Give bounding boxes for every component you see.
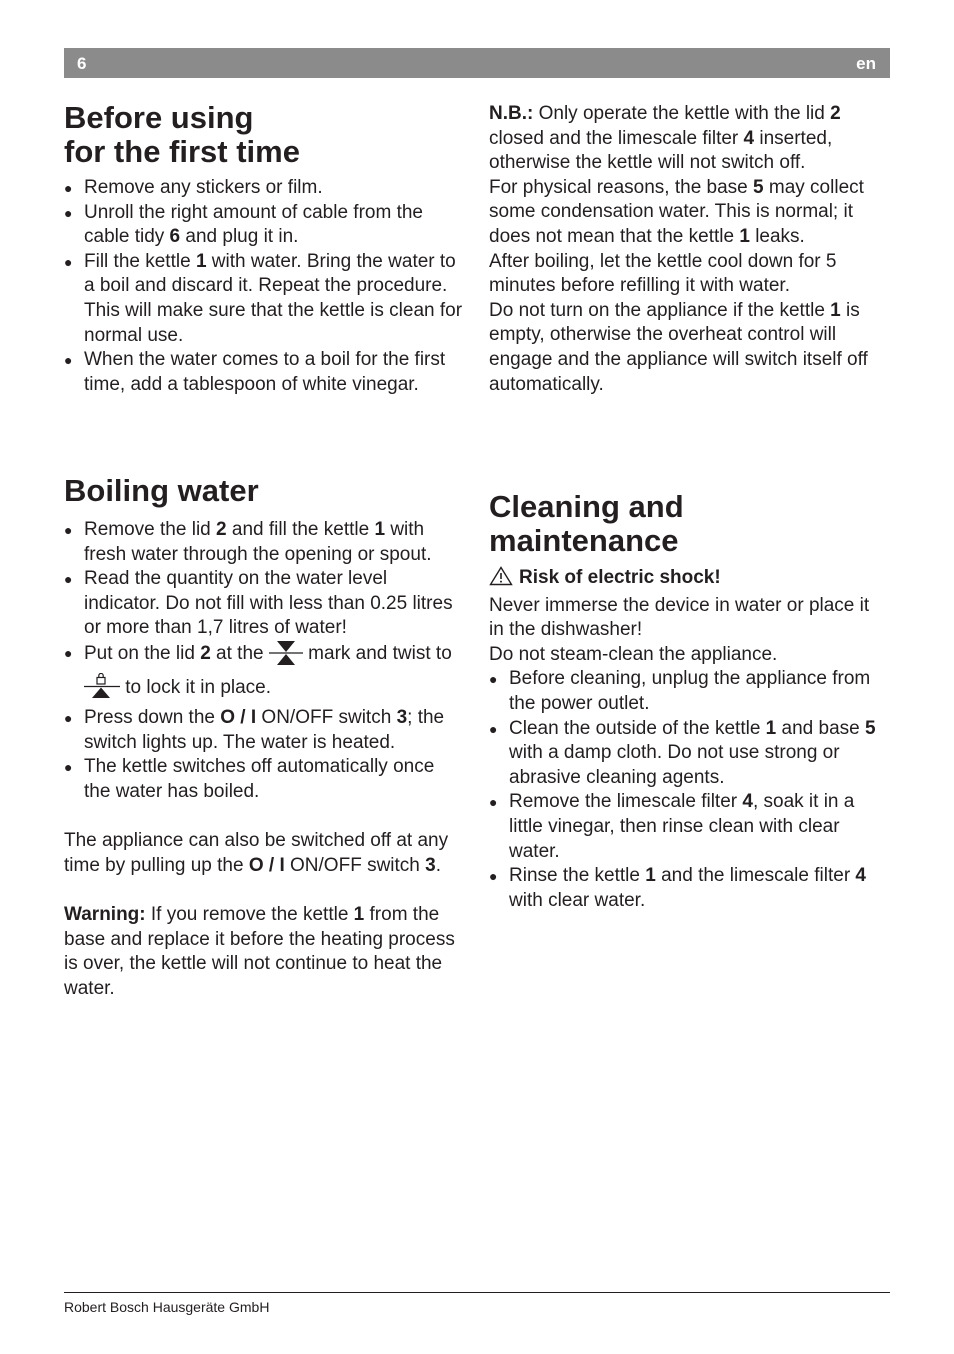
switch-off-paragraph: The appliance can also be switched off at any time by pulling up the O / I ON/OFF switch 3. [64,830,449,876]
lock-icon [84,673,120,707]
nb-paragraph: N.B.: Only operate the kettle with the lid 2 closed and the limescale filter 4 inserted, otherwise the kettle will not switch off. [489,103,841,174]
lid-alignment-mark-icon [269,641,303,673]
empty-kettle-paragraph: Do not turn on the appliance if the kettle 1 is empty, otherwise the overheat control will engage and the appliance will switch itself off automatically. [489,299,868,395]
list-item: ● Remove any stickers or film. [64,176,464,201]
list-item: ● The kettle switches off automatically once the water has boiled. [64,755,464,804]
condensation-paragraph: For physical reasons, the base 5 may collect some condensation water. This is normal; it does not mean that the kettle 1 leaks. [489,176,864,247]
list-item: ● When the water comes to a boil for the first time, add a tablespoon of white vinegar. [64,348,464,397]
list-item: ● Remove the lid 2 and fill the kettle 1 with fresh water through the opening or spout. [64,518,464,567]
before-using-list [64,176,464,397]
cleaning-title: Cleaning and maintenance [489,489,684,558]
cleaning-section [489,490,889,913]
list-item: ● Remove the limescale filter 4, soak it in a little vinegar, then rinse clean with clear water. [489,790,889,864]
list-item: ● Before cleaning, unplug the appliance from the power outlet. [489,667,889,716]
list-item: ● Read the quantity on the water level indicator. Do not fill with less than 0.25 litres or more than 1,7 litres of water! [64,567,464,641]
warning-triangle-icon [489,566,513,594]
cleaning-list [489,667,889,913]
list-item: ● Fill the kettle 1 with water. Bring the water to a boil and discard it. Repeat the procedure. This will make sure that the kettle is clean for normal use. [64,250,464,348]
boiling-water-title: Boiling water [64,473,259,508]
before-using-title: Before using for the first time [64,100,300,169]
page-header-bar [64,48,890,78]
footer-company: Robert Bosch Hausgeräte GmbH [64,1299,270,1315]
list-item: ● Press down the O / I ON/OFF switch 3; the switch lights up. The water is heated. [64,706,464,755]
list-item: ● Clean the outside of the kettle 1 and base 5 with a damp cloth. Do not use strong or abrasive cleaning agents. [489,717,889,791]
list-item: ● Put on the lid 2 at the mark and twist to to lock it in place. [64,641,464,706]
footer-divider [64,1292,890,1293]
risk-heading: Risk of electric shock! [489,566,889,594]
boiling-water-section [64,474,464,1001]
cool-down-paragraph: After boiling, let the kettle cool down for 5 minutes before refilling it with water. [489,250,837,297]
immerse-paragraph: Never immerse the device in water or place it in the dishwasher! [489,594,870,641]
before-using-section [64,101,464,397]
boiling-water-list [64,518,464,805]
list-item: ● Rinse the kettle 1 and the limescale filter 4 with clear water. [489,864,889,913]
list-item: ● Unroll the right amount of cable from the cable tidy 6 and plug it in. [64,201,464,250]
page-number: 6 [77,54,87,73]
notes-section [489,102,889,397]
steam-paragraph: Do not steam-clean the appliance. [489,643,778,665]
language-code: en [856,54,876,73]
warning-paragraph: Warning: If you remove the kettle 1 from the base and replace it before the heating process is over, the kettle will not continue to heat the water. [64,903,455,999]
